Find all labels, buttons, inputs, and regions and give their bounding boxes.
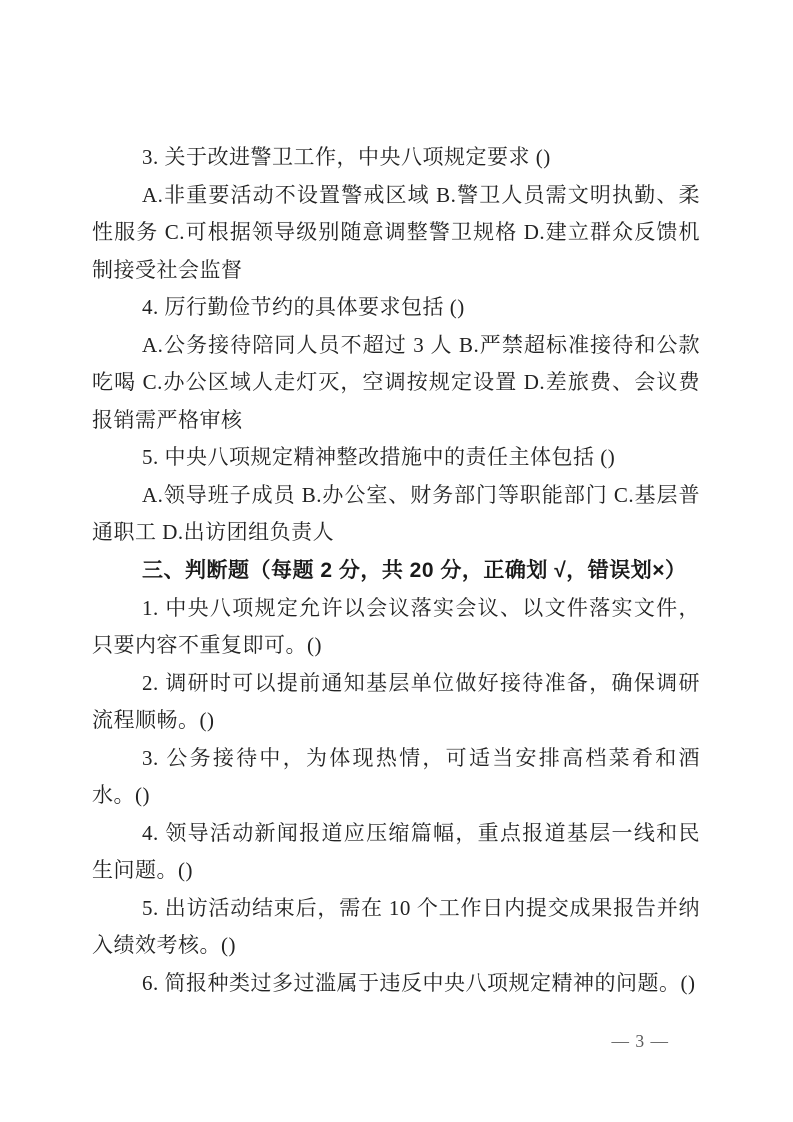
judgement-item-3: 3. 公务接待中，为体现热情，可适当安排高档菜肴和酒水。() (92, 745, 700, 808)
question-5-stem: 5. 中央八项规定精神整改措施中的责任主体包括 () (142, 445, 616, 470)
question-5-options: A.领导班子成员 B.办公室、财务部门等职能部门 C.基层普通职工 D.出访团组负责人 (92, 482, 700, 545)
judgement-item-5: 5. 出访活动结束后，需在 10 个工作日内提交成果报告并纳入绩效考核。() (92, 895, 700, 958)
question-3-stem: 3. 关于改进警卫工作，中央八项规定要求 () (142, 145, 551, 169)
question-4-stem: 4. 厉行勤俭节约的具体要求包括 () (142, 295, 465, 320)
question-3-options: A.非重要活动不设置警戒区域 B.警卫人员需文明执勤、柔性服务 C.可根据领导级别随意调整警卫规格 D.建立群众反馈机制接受社会监督 (92, 182, 700, 282)
question-4-options: A.公务接待陪同人员不超过 3 人 B.严禁超标准接待和公款吃喝 C.办公区域人走灯灭，空调按规定设置 D.差旅费、会议费报销需严格审核 (92, 332, 700, 432)
section-heading-judgement: 三、判断题（每题 2 分，共 20 分，正确划 √，错误划×） (142, 559, 687, 583)
document-body (92, 139, 700, 1003)
judgement-item-6: 6. 简报种类过多过滥属于违反中央八项规定精神的问题。() (142, 971, 696, 996)
page-number: — 3 — (611, 1031, 669, 1051)
judgement-item-4: 4. 领导活动新闻报道应压缩篇幅，重点报道基层一线和民生问题。() (92, 820, 700, 883)
judgement-item-2: 2. 调研时可以提前通知基层单位做好接待准备，确保调研流程顺畅。() (92, 670, 700, 733)
judgement-item-1: 1. 中央八项规定允许以会议落实会议、以文件落实文件，只要内容不重复即可。() (92, 595, 700, 658)
